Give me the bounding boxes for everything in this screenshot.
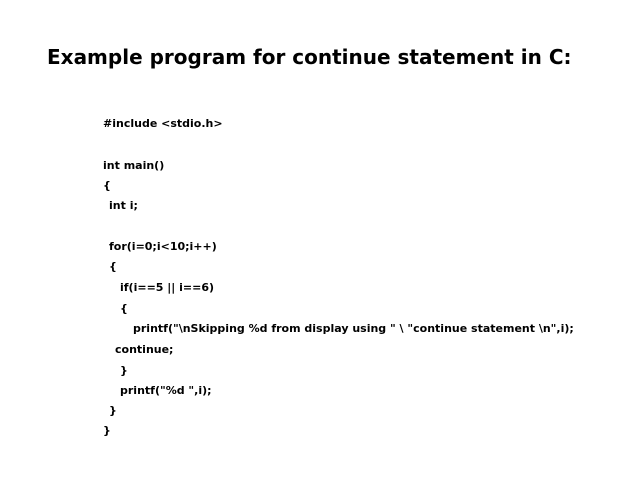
code-line-declaration: int i; bbox=[109, 199, 138, 212]
code-line-for-loop: for(i=0;i<10;i++) bbox=[109, 240, 217, 253]
code-line-open-brace-for: { bbox=[109, 260, 117, 273]
code-line-close-brace-main: } bbox=[103, 424, 111, 437]
code-line-printf-skipping: printf("\nSkipping %d from display using " \ "continue statement \n",i); bbox=[133, 322, 574, 335]
slide-title: Example program for continue statement in C: bbox=[47, 45, 572, 69]
code-line-continue: continue; bbox=[115, 343, 174, 356]
code-line-open-brace-if: { bbox=[120, 302, 128, 315]
code-line-include: #include <stdio.h> bbox=[103, 117, 223, 130]
code-line-open-brace-main: { bbox=[103, 179, 111, 192]
code-line-close-brace-if: } bbox=[120, 364, 128, 377]
code-line-printf-value: printf("%d ",i); bbox=[120, 384, 212, 397]
code-line-if-condition: if(i==5 || i==6) bbox=[120, 281, 215, 294]
code-line-close-brace-for: } bbox=[109, 404, 117, 417]
code-line-main: int main() bbox=[103, 159, 165, 172]
